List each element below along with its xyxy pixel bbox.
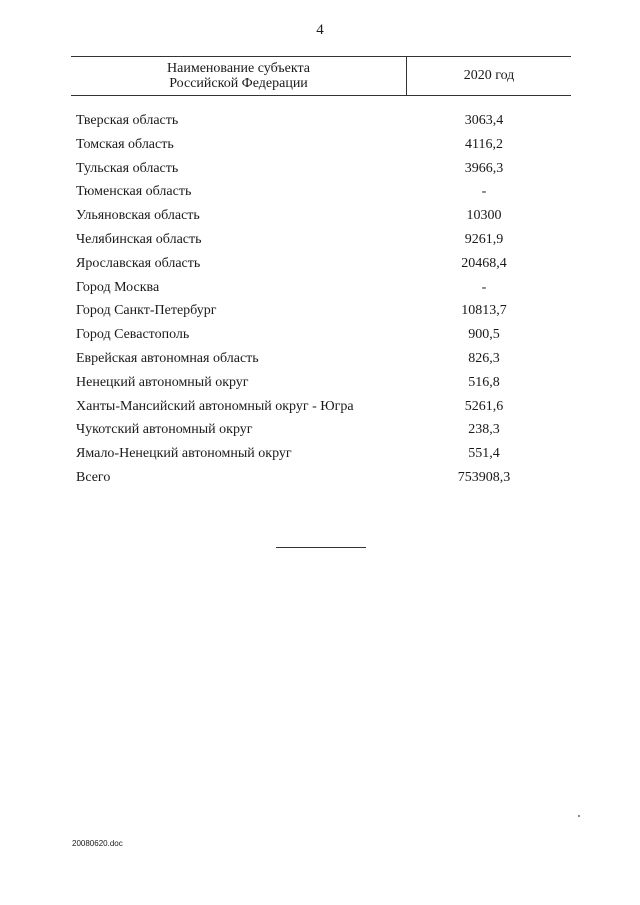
row-subject: Ханты-Мансийский автономный округ - Югра bbox=[76, 398, 354, 414]
row-value: 3966,3 bbox=[464, 160, 504, 176]
table-row bbox=[76, 133, 536, 157]
row-subject: Город Москва bbox=[76, 279, 160, 295]
row-value: 551,4 bbox=[468, 446, 500, 462]
table-row bbox=[76, 371, 536, 395]
row-subject: Тульская область bbox=[76, 160, 179, 176]
row-subject: Ярославская область bbox=[76, 255, 201, 271]
row-value: 3063,4 bbox=[464, 113, 504, 128]
row-value: 753908,3 bbox=[457, 469, 511, 485]
row-subject: Ямало-Ненецкий автономный округ bbox=[76, 446, 292, 462]
table-row bbox=[76, 157, 536, 181]
row-subject: Тверская область bbox=[76, 113, 179, 128]
table-row bbox=[76, 180, 536, 204]
table-row bbox=[76, 323, 536, 347]
row-subject: Еврейская автономная область bbox=[76, 350, 259, 366]
table-row-total bbox=[76, 466, 536, 490]
row-value: 826,3 bbox=[468, 350, 500, 366]
row-value: 10813,7 bbox=[461, 303, 507, 319]
table-row bbox=[76, 109, 536, 133]
table-row bbox=[76, 204, 536, 228]
row-value: 238,3 bbox=[468, 422, 500, 438]
row-value: 900,5 bbox=[468, 327, 500, 343]
table-header bbox=[71, 56, 571, 96]
table-row bbox=[76, 276, 536, 300]
row-subject: Челябинская область bbox=[76, 231, 202, 247]
row-value: - bbox=[481, 279, 487, 295]
page-number: 4 bbox=[316, 22, 324, 38]
table-row bbox=[76, 418, 536, 442]
scan-dot bbox=[578, 815, 580, 817]
row-subject: Город Санкт-Петербург bbox=[76, 303, 217, 319]
end-of-document-line bbox=[276, 547, 366, 548]
row-subject: Томская область bbox=[76, 136, 174, 152]
table-row bbox=[76, 252, 536, 276]
table-row bbox=[76, 299, 536, 323]
table-row bbox=[76, 228, 536, 252]
table-row bbox=[76, 347, 536, 371]
row-subject: Ненецкий автономный округ bbox=[76, 374, 249, 390]
header-subject-line2: Российской Федерации bbox=[169, 76, 308, 91]
header-year: 2020 год bbox=[463, 68, 515, 83]
header-subject-name bbox=[71, 61, 406, 91]
row-value: - bbox=[481, 184, 487, 200]
row-value: 20468,4 bbox=[461, 255, 507, 271]
row-value: 516,8 bbox=[468, 374, 500, 390]
row-subject: Чукотский автономный округ bbox=[76, 422, 253, 438]
row-subject: Всего bbox=[76, 469, 111, 485]
row-value: 5261,6 bbox=[464, 398, 504, 414]
table-body bbox=[76, 109, 536, 490]
header-subject-line1: Наименование субъекта bbox=[167, 61, 310, 76]
row-subject: Тюменская область bbox=[76, 184, 192, 200]
row-value: 10300 bbox=[466, 208, 502, 224]
table-row bbox=[76, 442, 536, 466]
document-filename: 20080620.doc bbox=[72, 839, 123, 848]
row-value: 4116,2 bbox=[465, 136, 503, 152]
row-value: 9261,9 bbox=[464, 231, 504, 247]
table-row bbox=[76, 395, 536, 419]
row-subject: Ульяновская область bbox=[76, 208, 200, 224]
row-subject: Город Севастополь bbox=[76, 327, 190, 343]
